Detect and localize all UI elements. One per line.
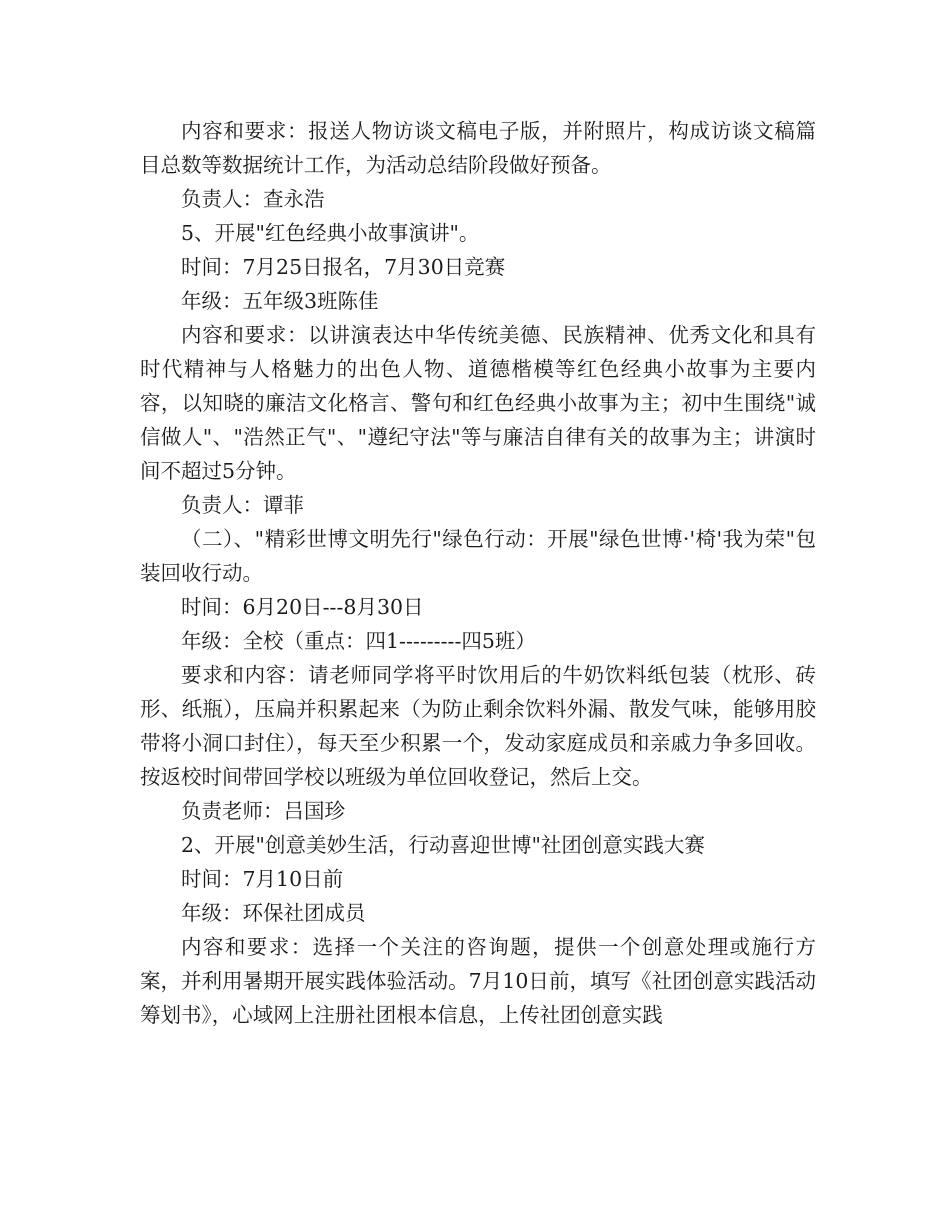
paragraph-section2-requirements: 要求和内容：请老师同学将平时饮用后的牛奶饮料纸包装（枕形、砖形、纸瓶），压扁并积累起来（为防止剩余饮料外漏、散发气味，能够用胶带将小洞口封住），每天至少积累一个，发动家庭成员和亲戚力争多回收。按返校时间带回学校以班级为单位回收登记，然后上交。 <box>140 663 816 789</box>
paragraph-teacher-lv: 负责老师：吕国珍 <box>181 799 345 823</box>
paragraph-item2-grade: 年级：环保社团成员 <box>181 901 366 925</box>
paragraph-item5-title: 5、开展"红色经典小故事演讲"。 <box>181 221 480 245</box>
paragraph-item5-time: 时间：7月25日报名，7月30日竞赛 <box>181 255 506 279</box>
paragraph-section2-time: 时间：6月20日---8月30日 <box>181 595 424 619</box>
document-body <box>140 114 816 1032</box>
paragraph-owner-zha: 负责人：查永浩 <box>181 187 325 211</box>
paragraph-owner-tan: 负责人：谭菲 <box>181 493 304 517</box>
paragraph-item2-requirements: 内容和要求：选择一个关注的咨询题，提供一个创意处理或施行方案，并利用暑期开展实践体验活动。7月10日前，填写《社团创意实践活动筹划书》，心域网上注册社团根本信息，上传社团创意实践 <box>140 935 816 1027</box>
paragraph-interview-requirements: 内容和要求：报送人物访谈文稿电子版，并附照片，构成访谈文稿篇目总数等数据统计工作，为活动总结阶段做好预备。 <box>140 119 816 177</box>
paragraph-section2-title: （二）、"精彩世博文明先行"绿色行动：开展"绿色世博·'椅'我为荣"包装回收行动。 <box>140 527 816 585</box>
paragraph-item2-title: 2、开展"创意美妙生活，行动喜迎世博"社团创意实践大赛 <box>181 833 705 857</box>
paragraph-item2-time: 时间：7月10日前 <box>181 867 344 891</box>
paragraph-item5-requirements: 内容和要求：以讲演表达中华传统美德、民族精神、优秀文化和具有时代精神与人格魅力的出色人物、道德楷模等红色经典小故事为主要内容，以知晓的廉洁文化格言、警句和红色经典小故事为主；初中生围绕"诚信做人"、"浩然正气"、"遵纪守法"等与廉洁自律有关的故事为主；讲演时间不超过5分钟。 <box>140 323 816 483</box>
paragraph-section2-grade: 年级：全校（重点：四1---------四5班） <box>181 629 536 653</box>
paragraph-item5-grade: 年级：五年级3班陈佳 <box>181 289 379 313</box>
